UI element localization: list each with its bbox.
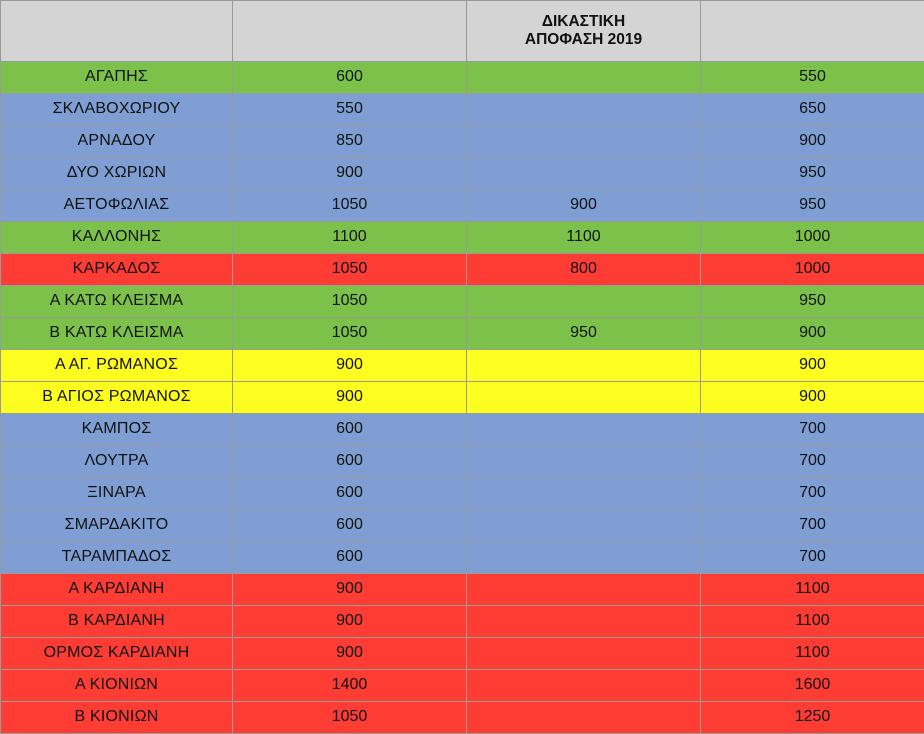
row-label-cell[interactable]: Β ΑΓΙΟΣ ΡΩΜΑΝΟΣ <box>1 382 233 414</box>
row-label-cell[interactable]: ΞΙΝΑΡΑ <box>1 478 233 510</box>
row-value-cell-2[interactable] <box>467 446 701 478</box>
row-value-cell-1[interactable]: 1050 <box>233 318 467 350</box>
row-value-cell-1[interactable]: 900 <box>233 638 467 670</box>
row-value-cell-2[interactable]: 950 <box>467 318 701 350</box>
table-row <box>1 190 924 222</box>
row-label-cell[interactable]: ΤΑΡΑΜΠΑΔΟΣ <box>1 542 233 574</box>
table-body <box>1 1 924 734</box>
row-value-cell-1[interactable]: 900 <box>233 382 467 414</box>
row-value-cell-3[interactable]: 700 <box>701 446 924 478</box>
table-row <box>1 62 924 94</box>
row-value-cell-3[interactable]: 1100 <box>701 574 924 606</box>
table-row <box>1 670 924 702</box>
row-value-cell-3[interactable]: 700 <box>701 414 924 446</box>
table-row <box>1 446 924 478</box>
header-court-decision-line1: ΔΙΚΑΣΤΙΚΗ <box>541 13 626 31</box>
row-value-cell-2[interactable] <box>467 478 701 510</box>
table-row <box>1 638 924 670</box>
header-cell-court-decision <box>467 1 701 62</box>
row-label-cell[interactable]: ΔΥΟ ΧΩΡΙΩΝ <box>1 158 233 190</box>
row-value-cell-2[interactable] <box>467 62 701 94</box>
row-value-cell-2[interactable] <box>467 606 701 638</box>
row-value-cell-3[interactable]: 550 <box>701 62 924 94</box>
row-value-cell-1[interactable]: 1050 <box>233 254 467 286</box>
table-row <box>1 126 924 158</box>
row-label-cell[interactable]: ΣΚΛΑΒΟΧΩΡΙΟΥ <box>1 94 233 126</box>
table-row <box>1 94 924 126</box>
row-value-cell-2[interactable] <box>467 670 701 702</box>
row-label-cell[interactable]: Α ΑΓ. ΡΩΜΑΝΟΣ <box>1 350 233 382</box>
row-value-cell-3[interactable]: 700 <box>701 478 924 510</box>
table-row <box>1 382 924 414</box>
row-value-cell-1[interactable]: 1050 <box>233 286 467 318</box>
row-label-cell[interactable]: ΛΟΥΤΡΑ <box>1 446 233 478</box>
row-value-cell-1[interactable]: 1100 <box>233 222 467 254</box>
row-value-cell-2[interactable] <box>467 382 701 414</box>
row-value-cell-1[interactable]: 1400 <box>233 670 467 702</box>
row-value-cell-1[interactable]: 900 <box>233 574 467 606</box>
row-value-cell-3[interactable]: 1100 <box>701 638 924 670</box>
row-value-cell-1[interactable]: 600 <box>233 414 467 446</box>
row-label-cell[interactable]: ΚΑΡΚΑΔΟΣ <box>1 254 233 286</box>
table-header-row <box>1 1 924 62</box>
row-value-cell-2[interactable]: 900 <box>467 190 701 222</box>
table-row <box>1 574 924 606</box>
header-cell-value-3 <box>701 1 924 62</box>
row-label-cell[interactable]: ΣΜΑΡΔΑΚΙΤΟ <box>1 510 233 542</box>
row-value-cell-3[interactable]: 1100 <box>701 606 924 638</box>
row-label-cell[interactable]: ΑΕΤΟΦΩΛΙΑΣ <box>1 190 233 222</box>
row-value-cell-2[interactable]: 800 <box>467 254 701 286</box>
row-value-cell-2[interactable] <box>467 542 701 574</box>
row-label-cell[interactable]: Β ΚΑΡΔΙΑΝΗ <box>1 606 233 638</box>
row-value-cell-1[interactable]: 600 <box>233 62 467 94</box>
row-value-cell-3[interactable]: 1250 <box>701 702 924 734</box>
row-label-cell[interactable]: Α ΚΑΡΔΙΑΝΗ <box>1 574 233 606</box>
table-row <box>1 286 924 318</box>
row-value-cell-2[interactable] <box>467 638 701 670</box>
row-value-cell-1[interactable]: 1050 <box>233 702 467 734</box>
table-row <box>1 158 924 190</box>
row-value-cell-3[interactable]: 1600 <box>701 670 924 702</box>
row-value-cell-3[interactable]: 700 <box>701 542 924 574</box>
table-row <box>1 606 924 638</box>
row-label-cell[interactable]: Α ΚΙΟΝΙΩΝ <box>1 670 233 702</box>
row-value-cell-2[interactable] <box>467 94 701 126</box>
row-label-cell[interactable]: ΚΑΛΛΟΝΗΣ <box>1 222 233 254</box>
row-value-cell-2[interactable] <box>467 702 701 734</box>
row-value-cell-2[interactable] <box>467 510 701 542</box>
row-value-cell-1[interactable]: 850 <box>233 126 467 158</box>
row-value-cell-1[interactable]: 600 <box>233 446 467 478</box>
row-label-cell[interactable]: ΟΡΜΟΣ ΚΑΡΔΙΑΝΗ <box>1 638 233 670</box>
row-value-cell-3[interactable]: 900 <box>701 350 924 382</box>
table-row <box>1 318 924 350</box>
row-label-cell[interactable]: Β ΚΙΟΝΙΩΝ <box>1 702 233 734</box>
table-row <box>1 222 924 254</box>
table-row <box>1 478 924 510</box>
table-row <box>1 542 924 574</box>
header-court-decision-line2: ΑΠΟΦΑΣΗ 2019 <box>524 31 643 48</box>
row-label-cell[interactable]: Β ΚΑΤΩ ΚΛΕΙΣΜΑ <box>1 318 233 350</box>
row-value-cell-3[interactable]: 950 <box>701 286 924 318</box>
table-row <box>1 254 924 286</box>
table-row <box>1 350 924 382</box>
row-value-cell-1[interactable]: 550 <box>233 94 467 126</box>
row-value-cell-1[interactable]: 900 <box>233 606 467 638</box>
row-value-cell-3[interactable]: 900 <box>701 318 924 350</box>
row-label-cell[interactable]: ΑΓΑΠΗΣ <box>1 62 233 94</box>
row-value-cell-2[interactable] <box>467 158 701 190</box>
row-value-cell-1[interactable]: 900 <box>233 158 467 190</box>
row-value-cell-3[interactable]: 900 <box>701 382 924 414</box>
row-value-cell-3[interactable]: 900 <box>701 126 924 158</box>
row-value-cell-2[interactable] <box>467 350 701 382</box>
table-row <box>1 510 924 542</box>
row-value-cell-3[interactable]: 950 <box>701 190 924 222</box>
row-value-cell-1[interactable]: 600 <box>233 478 467 510</box>
row-label-cell[interactable]: ΚΑΜΠΟΣ <box>1 414 233 446</box>
header-cell-area <box>1 1 233 62</box>
row-value-cell-1[interactable]: 600 <box>233 542 467 574</box>
row-value-cell-1[interactable]: 1050 <box>233 190 467 222</box>
row-value-cell-3[interactable]: 950 <box>701 158 924 190</box>
row-label-cell[interactable]: Α ΚΑΤΩ ΚΛΕΙΣΜΑ <box>1 286 233 318</box>
row-value-cell-2[interactable] <box>467 414 701 446</box>
header-cell-value-1 <box>233 1 467 62</box>
row-value-cell-2[interactable] <box>467 126 701 158</box>
row-value-cell-1[interactable]: 900 <box>233 350 467 382</box>
row-value-cell-3[interactable]: 1000 <box>701 222 924 254</box>
row-value-cell-3[interactable]: 650 <box>701 94 924 126</box>
row-value-cell-3[interactable]: 1000 <box>701 254 924 286</box>
row-value-cell-1[interactable]: 600 <box>233 510 467 542</box>
row-value-cell-3[interactable]: 700 <box>701 510 924 542</box>
table-row <box>1 414 924 446</box>
row-label-cell[interactable]: ΑΡΝΑΔΟΥ <box>1 126 233 158</box>
table-row <box>1 702 924 734</box>
row-value-cell-2[interactable] <box>467 286 701 318</box>
row-value-cell-2[interactable] <box>467 574 701 606</box>
row-value-cell-2[interactable]: 1100 <box>467 222 701 254</box>
